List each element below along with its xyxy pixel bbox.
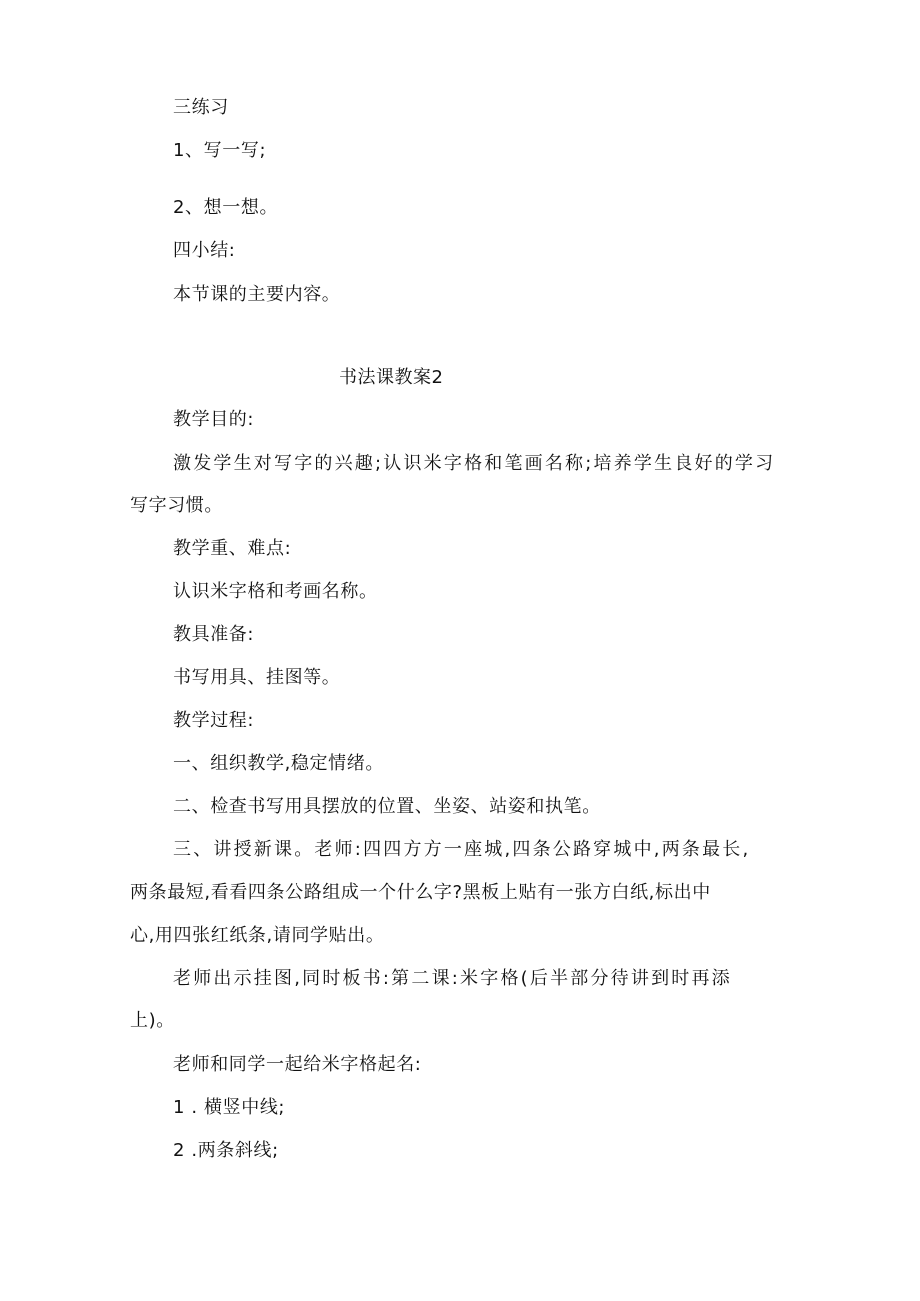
key-label: 教学重、难点: bbox=[173, 538, 292, 559]
process-step-3-line-2: 两条最短,看看四条公路组成一个什么字?黑板上贴有一张方白纸,标出中 bbox=[130, 882, 711, 903]
name-item-2: 2 .两条斜线; bbox=[173, 1140, 279, 1161]
process-step-2: 二、检查书写用具摆放的位置、坐姿、站姿和执笔。 bbox=[173, 796, 601, 817]
teacher-line-2: 上)。 bbox=[130, 1010, 175, 1031]
summary-text: 本节课的主要内容。 bbox=[173, 284, 341, 305]
tools-text: 书写用具、挂图等。 bbox=[173, 667, 341, 688]
summary-heading: 四小结: bbox=[173, 240, 236, 261]
name-item-1: 1 . 横竖中线; bbox=[173, 1097, 286, 1118]
practice-heading: 三练习 bbox=[173, 97, 229, 118]
naming-text: 老师和同学一起给米字格起名: bbox=[173, 1054, 422, 1075]
key-text: 认识米字格和考画名称。 bbox=[173, 581, 378, 602]
practice-item-1: 1、写一写; bbox=[173, 140, 267, 161]
process-step-3-line-3: 心,用四张红纸条,请同学贴出。 bbox=[130, 925, 385, 946]
process-step-1: 一、组织教学,稳定情绪。 bbox=[173, 753, 384, 774]
tools-label: 教具准备: bbox=[173, 624, 255, 645]
goal-text-line-2: 写字习惯。 bbox=[130, 495, 223, 516]
practice-item-2: 2、想一想。 bbox=[173, 197, 279, 218]
teacher-line-1: 老师出示挂图,同时板书:第二课:米字格(后半部分待讲到时再添 bbox=[173, 968, 732, 989]
process-step-3-line-1: 三、讲授新课。老师:四四方方一座城,四条公路穿城中,两条最长, bbox=[173, 839, 751, 860]
goal-label: 教学目的: bbox=[173, 409, 255, 430]
goal-text-line-1: 激发学生对写字的兴趣;认识米字格和笔画名称;培养学生良好的学习 bbox=[173, 453, 776, 474]
lesson-title: 书法课教案2 bbox=[339, 367, 444, 388]
process-label: 教学过程: bbox=[173, 710, 255, 731]
